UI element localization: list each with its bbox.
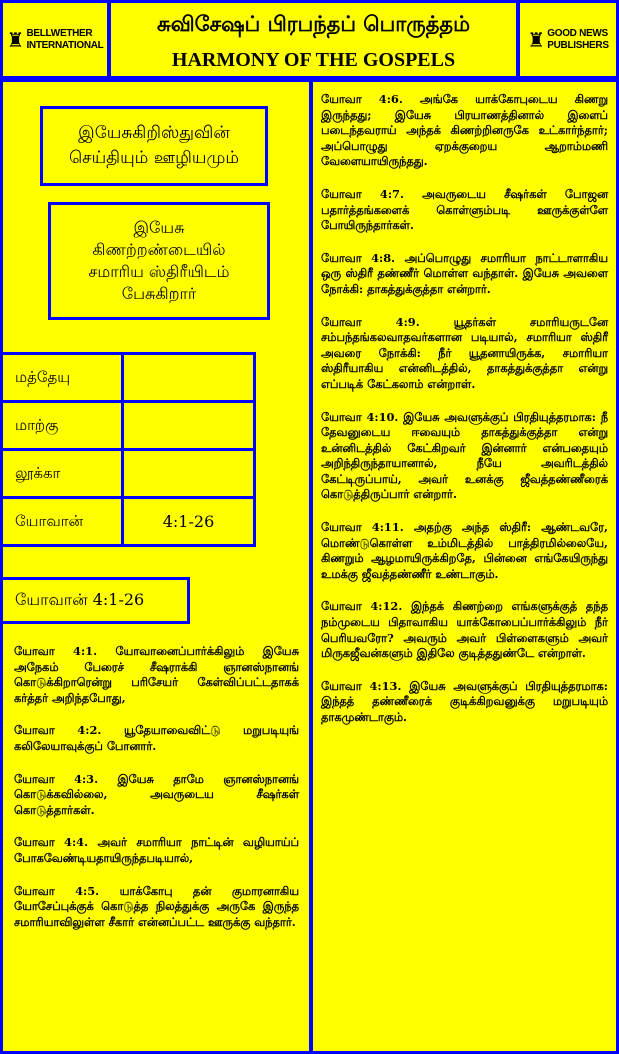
right-verse-list [321, 92, 608, 726]
section-title-line1: இயேசுகிறிஸ்துவின் [78, 123, 230, 143]
right-logo-line1: GOOD NEWS [547, 27, 608, 39]
page-header [111, 3, 516, 76]
verse: யோவா 4:7. அவருடைய சீஷர்கள் போஜன பதார்த்தங்களைக் கொள்ளும்படி ஊருக்குள்ளே போயிருந்தார்கள். [321, 186, 608, 233]
verse: யோவா 4:1. யோவானைப்பார்க்கிலும் இயேசு அநேகம் பேரைச் சீஷராக்கி ஞானஸ்நானங் கொடுக்கிறாரென்று பரிசேயர் கேள்விப்பட்டதாகக் கர்த்தர் அறிந்தபோது, [14, 644, 299, 705]
title-english: HARMONY OF THE GOSPELS [171, 49, 456, 71]
verse: யோவா 4:2. யூதேயாவைவிட்டு மறுபடியுங் கலிலேயாவுக்குப் போனார். [14, 723, 299, 753]
good-news-logo [520, 3, 616, 76]
verse: யோவா 4:3. இயேசு தாமே ஞானஸ்நானங் கொடுக்கவில்லை, அவருடைய சீஷர்கள் கொடுத்தார்கள். [14, 771, 299, 817]
lamp-icon: ♜ [6, 27, 25, 52]
right-panel [313, 82, 616, 1051]
topic-title-line3: சமாரிய ஸ்திரீயிடம் [88, 262, 230, 281]
verse: யோவா 4:9. யூதர்கள் சமாரியருடனே சம்பந்தங்கலவாதவர்களான படியால், சமாரியா ஸ்திரீ அவரை நோக்கி: நீர் யூதனாயிருக்க, சமாரியா ஸ்திரீயாகிய என்னிடத்தில், தாகத்துக்குத்தா என்று எப்படிக் கேட்கலாம் என்றாள். [321, 314, 608, 391]
title-tamil: சுவிசேஷப் பிரபந்தப் பொருத்தம் [157, 11, 470, 36]
verse: யோவா 4:11. அதற்கு அந்த ஸ்திரீ: ஆண்டவரே, மொண்டுகொள்ள உம்மிடத்தில் பாத்திரமில்லையே, கிணறும் ஆழமாயிருக்கிறதே, பின்னை எங்கேயிருந்து உமக்கு ஜீவத்தண்ணீர் உண்டாகும். [321, 520, 608, 581]
topic-title [48, 202, 270, 320]
topic-title-line2: கிணற்றண்டையில் [92, 240, 226, 259]
topic-title-line4: பேசுகிறார் [121, 284, 197, 303]
verse: யோவா 4:10. இயேசு அவளுக்குப் பிரதியுத்தரமாக: நீ தேவனுடைய ஈவையும் தாகத்துக்குத்தா என்று உன்னிடத்தில் கேட்கிறவர் இன்னார் என்பதையும் அறிந்திருந்தாயானால், நீயே அவரிடத்தில் கேட்டிருப்பாய், அவர் உனக்கு ஜீவத்தண்ணீரைக் கொடுத்திருப்பார் என்றார். [321, 409, 608, 502]
verse: யோவா 4:12. இந்தக் கிணற்றை எங்களுக்குத் தந்த நம்முடைய பிதாவாகிய யாக்கோபைப்பார்க்கிலும் நீர் பெரியவரோ? அவரும் அவர் பிள்ளைகளும் அவர் மிருகஜீவன்களும் இதிலே குடித்ததுண்டே என்றாள். [321, 599, 608, 661]
gospel-ref-luke [121, 448, 256, 499]
left-logo-line1: BELLWETHER [26, 27, 93, 39]
gospel-name-luke: லூக்கா [0, 448, 124, 499]
gospel-ref-john: 4:1-26 [121, 496, 256, 547]
verse: யோவா 4:13. இயேசு அவளுக்குப் பிரதியுத்தரமாக: இந்தத் தண்ணீரைக் குடிக்கிறவனுக்கு மறுபடியும் தாகமுண்டாகும். [321, 678, 608, 724]
verse: யோவா 4:5. யாக்கோபு தன் குமாரனாகிய யோசேப்புக்குக் கொடுத்த நிலத்துக்கு அருகே இருந்த சமாரியாவிலுள்ள சீகார் என்னப்பட்ட ஊருக்கு வந்தார். [14, 883, 299, 929]
verse: யோவா 4:6. அங்கே யாக்கோபுடைய கிணறு இருந்தது; இயேசு பிரயாணத்தினால் இளைப் படைந்தவராய் அந்தக் கிணற்றினருகே உட்கார்ந்தார்; அப்பொழுது ஏறக்குறைய ஆறாம்மணி வேளையாயிருந்தது. [321, 92, 608, 169]
gospel-ref-matthew [121, 352, 256, 403]
gospel-name-john: யோவான் [0, 496, 124, 547]
passage-heading: யோவான் 4:1-26 [0, 577, 190, 624]
lamp-icon: ♜ [527, 27, 546, 52]
gospel-name-matthew: மத்தேயு [0, 352, 124, 403]
gospel-name-mark: மாற்கு [0, 400, 124, 451]
left-panel [3, 82, 309, 1051]
topic-title-line1: இயேசு [133, 218, 185, 237]
verse: யோவா 4:4. அவர் சமாரியா நாட்டின் வழியாய்ப் போகவேண்டியதாயிருந்தபடியால், [14, 835, 299, 865]
right-logo-line2: PUBLISHERS [547, 39, 609, 51]
bellwether-logo [3, 3, 107, 76]
section-title [40, 106, 268, 186]
gospel-ref-mark [121, 400, 256, 451]
left-logo-line2: INTERNATIONAL [26, 39, 104, 51]
verse: யோவா 4:8. அப்பொழுது சமாரியா நாட்டாளாகிய ஒரு ஸ்திரீ தண்ணீர் மொள்ள வந்தாள். இயேசு அவளை நோக்கி: தாகத்துக்குத்தா என்றார். [321, 250, 608, 296]
section-title-line2: செய்தியும் ஊழியமும் [68, 148, 240, 168]
left-verse-list [14, 644, 299, 930]
